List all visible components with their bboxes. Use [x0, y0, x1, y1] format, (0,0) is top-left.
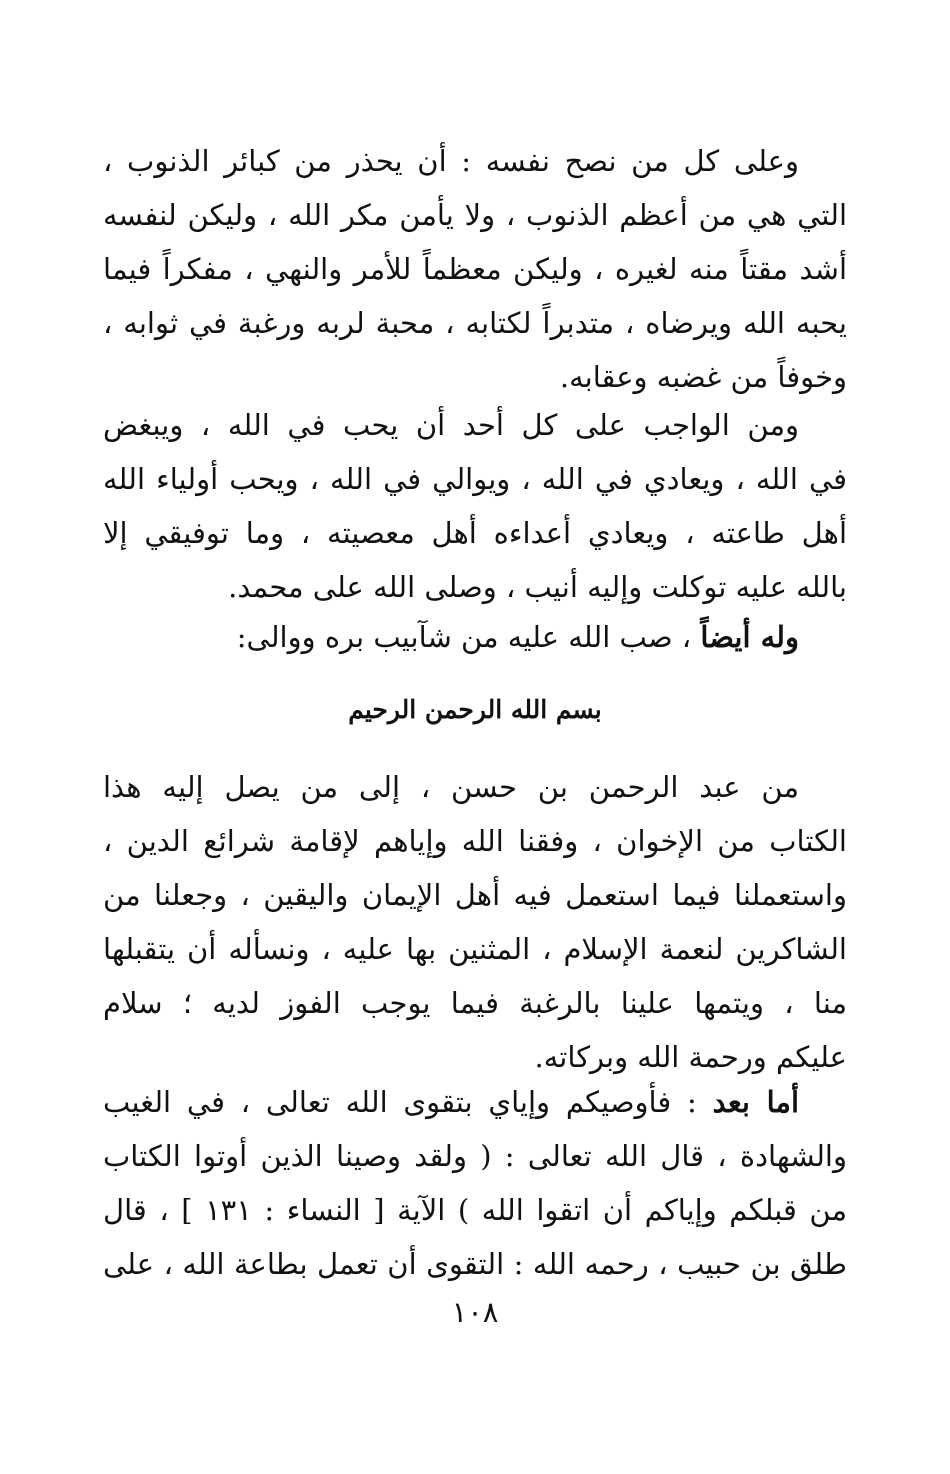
- text-line: في الله ، ويعادي في الله ، ويوالي في الله ، ويحب أولياء الله: [103, 462, 847, 496]
- page-number: ١٠٨: [451, 1295, 499, 1329]
- text-line: بالله عليه توكلت وإليه أنيب ، وصلى الله على محمد.: [228, 570, 847, 604]
- bold-lead: وله أيضاً: [700, 620, 799, 654]
- text-line: [103, 1075, 847, 1129]
- text-line: والشهادة ، قال الله تعالى : ( ولقد وصينا الذين أوتوا الكتاب: [103, 1139, 847, 1173]
- text-line: وعلى كل من نصح نفسه : أن يحذر من كبائر الذنوب ،: [103, 144, 799, 178]
- text-line: عليكم ورحمة الله وبركاته.: [534, 1040, 847, 1074]
- paragraph-2: [103, 398, 847, 614]
- text-line: منا ، ويتمها علينا بالرغبة فيما يوجب الفوز لديه ؛ سلام: [103, 986, 847, 1020]
- basmala-heading: بسم الله الرحمن الرحيم: [348, 695, 602, 724]
- text-line: من عبد الرحمن بن حسن ، إلى من يصل إليه هذا: [103, 770, 799, 804]
- text-line: يحبه الله ويرضاه ، متدبراً لكتابه ، محبة لربه ورغبة في ثوابه ،: [103, 306, 847, 340]
- line-text: ، صب الله عليه من شآبيب بره ووالى:: [236, 620, 692, 654]
- text-line: الشاكرين لنعمة الإسلام ، المثنين بها عليه ، ونسأله أن يتقبلها: [103, 932, 847, 966]
- text-line: من قبلكم وإياكم أن اتقوا الله ) الآية [ النساء : ١٣١ ] ، قال: [103, 1193, 847, 1227]
- text-line: طلق بن حبيب ، رحمه الله : التقوى أن تعمل بطاعة الله ، على: [103, 1247, 847, 1281]
- text-line: وخوفاً من غضبه وعقابه.: [559, 360, 847, 394]
- paragraph-3: [103, 610, 847, 664]
- text-line: [103, 610, 847, 664]
- paragraph-4: [103, 760, 847, 1084]
- text-line: واستعملنا فيما استعمل فيه أهل الإيمان واليقين ، وجعلنا من: [103, 878, 847, 912]
- text-line: الكتاب من الإخوان ، وفقنا الله وإياهم لإقامة شرائع الدين ،: [103, 824, 847, 858]
- text-line: أهل طاعته ، ويعادي أعداءه أهل معصيته ، وما توفيقي إلا: [103, 516, 847, 550]
- bold-lead: أما بعد: [712, 1085, 800, 1119]
- paragraph-1: [103, 134, 847, 404]
- paragraph-5: [103, 1075, 847, 1291]
- text-line: التي هي من أعظم الذنوب ، ولا يأمن مكر الله ، وليكن لنفسه: [103, 198, 847, 232]
- line-text: : فأوصيكم وإياي بتقوى الله تعالى ، في الغيب: [103, 1085, 697, 1119]
- text-line: ومن الواجب على كل أحد أن يحب في الله ، ويبغض: [103, 408, 799, 442]
- text-line: أشد مقتاً منه لغيره ، وليكن معظماً للأمر والنهي ، مفكراً فيما: [103, 252, 847, 286]
